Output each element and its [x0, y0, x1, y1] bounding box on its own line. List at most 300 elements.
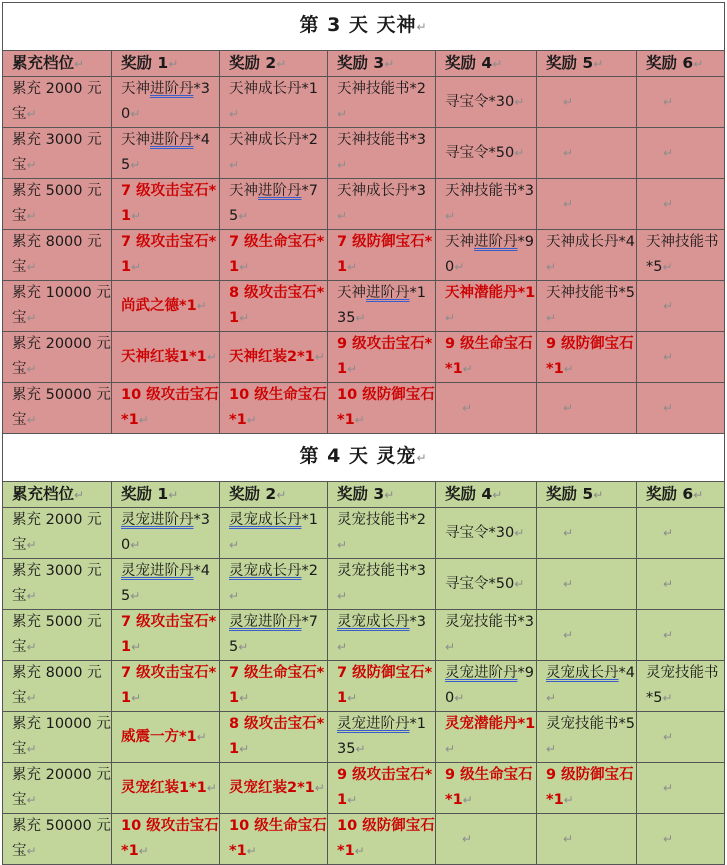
reward-cell[interactable]: [637, 281, 725, 332]
reward-cell[interactable]: [220, 712, 328, 763]
highlight-reward-text: 9 级防御宝石*1: [546, 336, 634, 377]
tier-cell[interactable]: [3, 814, 112, 865]
paragraph-mark-icon: ↵: [384, 57, 395, 71]
highlight-reward-text: 7 级防御宝石*1: [337, 234, 433, 275]
paragraph-mark-icon: ↵: [337, 107, 348, 121]
reward-cell[interactable]: [637, 763, 725, 814]
highlight-reward-text: 9 级防御宝石*1: [546, 767, 634, 808]
paragraph-mark-icon: ↵: [663, 145, 674, 160]
reward-cell[interactable]: [220, 332, 328, 383]
item-text: *75: [229, 183, 318, 224]
reward-cell[interactable]: [637, 230, 725, 281]
item-name-underlined: 灵宠成长丹: [229, 512, 302, 528]
item-text: 天神: [121, 132, 150, 148]
highlight-reward-text: 10 级防御宝石*1: [337, 387, 435, 428]
paragraph-mark-icon: ↵: [546, 691, 557, 705]
reward-cell[interactable]: [328, 610, 436, 661]
paragraph-mark-icon: ↵: [229, 538, 240, 552]
highlight-reward-text: 7 级生命宝石*1: [229, 665, 325, 706]
highlight-reward-text: 7 级攻击宝石*1: [121, 614, 217, 655]
reward-cell[interactable]: [637, 814, 725, 865]
reward-cell[interactable]: [637, 712, 725, 763]
cell-text: 累充 8000 元宝: [12, 665, 102, 706]
paragraph-mark-icon: ↵: [229, 158, 240, 172]
paragraph-mark-icon: ↵: [514, 94, 525, 109]
highlight-reward-text: 9 级生命宝石*1: [445, 336, 533, 377]
reward-cell[interactable]: [112, 610, 220, 661]
table-row: [3, 128, 725, 179]
paragraph-mark-icon: ↵: [26, 413, 37, 427]
paragraph-mark-icon: ↵: [130, 158, 141, 172]
reward-cell[interactable]: [220, 610, 328, 661]
highlight-reward-text: 天神红装1*1: [121, 348, 207, 365]
tier-cell[interactable]: [3, 559, 112, 610]
paragraph-mark-icon: ↵: [514, 525, 525, 540]
cell-text: 累充 5000 元宝: [12, 183, 102, 224]
paragraph-mark-icon: ↵: [663, 576, 674, 591]
paragraph-mark-icon: ↵: [454, 260, 465, 274]
reward-cell[interactable]: [436, 383, 537, 434]
paragraph-mark-icon: ↵: [131, 260, 142, 274]
paragraph-mark-icon: ↵: [337, 589, 348, 603]
header-cell-reward-1[interactable]: [112, 482, 220, 508]
paragraph-mark-icon: ↵: [337, 158, 348, 172]
paragraph-mark-icon: ↵: [74, 57, 85, 71]
reward-cell[interactable]: [436, 281, 537, 332]
highlight-reward-text: 10 级攻击宝石*1: [121, 818, 219, 859]
table-row: [3, 661, 725, 712]
reward-cell[interactable]: [637, 559, 725, 610]
reward-cell[interactable]: [112, 712, 220, 763]
cell-text: 寻宝令*30: [445, 93, 515, 110]
reward-cell[interactable]: [537, 230, 637, 281]
paragraph-mark-icon: ↵: [206, 349, 217, 364]
header-cell-reward-4[interactable]: [436, 482, 537, 508]
reward-cell[interactable]: [112, 508, 220, 559]
table-row: [3, 77, 725, 128]
cell-text: 累充 10000 元宝: [12, 716, 111, 757]
section-title-cell: [3, 434, 725, 482]
highlight-reward-text: 10 级生命宝石*1: [229, 387, 327, 428]
reward-cell[interactable]: [537, 332, 637, 383]
tier-cell[interactable]: [3, 383, 112, 434]
paragraph-mark-icon: ↵: [130, 538, 141, 552]
paragraph-mark-icon: ↵: [347, 362, 358, 376]
reward-cell[interactable]: [436, 610, 537, 661]
paragraph-mark-icon: ↵: [239, 691, 250, 705]
reward-cell[interactable]: [537, 77, 637, 128]
reward-cell[interactable]: [537, 383, 637, 434]
cell-text: 寻宝令*50: [445, 144, 515, 161]
item-text: *135: [337, 285, 426, 326]
reward-cell[interactable]: [112, 332, 220, 383]
highlight-reward-text: 威震一方*1: [121, 728, 197, 745]
cell-text: 寻宝令*50: [445, 575, 515, 592]
item-text: 天神: [121, 81, 150, 97]
reward-cell[interactable]: [537, 763, 637, 814]
header-label: 奖励 3: [337, 485, 385, 503]
document-page: [2, 2, 724, 865]
reward-cell[interactable]: [328, 179, 436, 230]
item-text: *75: [229, 614, 318, 655]
paragraph-mark-icon: ↵: [354, 413, 365, 427]
cell-text: 灵宠技能书*5: [646, 665, 719, 706]
header-label: 奖励 6: [646, 54, 694, 72]
header-cell-tier[interactable]: [3, 482, 112, 508]
highlight-reward-text: 天神红装2*1: [229, 348, 315, 365]
item-name-underlined: 灵宠进阶丹: [121, 512, 194, 528]
reward-cell[interactable]: [436, 661, 537, 712]
table-row: [3, 763, 725, 814]
cell-text: 累充 3000 元宝: [12, 132, 102, 173]
paragraph-mark-icon: ↵: [26, 311, 37, 325]
tier-cell[interactable]: [3, 179, 112, 230]
item-text: *30: [121, 512, 210, 553]
reward-cell[interactable]: [328, 128, 436, 179]
item-name-underlined: 进阶丹: [474, 234, 518, 250]
reward-cell[interactable]: [112, 230, 220, 281]
item-name-underlined: 进阶丹: [366, 285, 410, 301]
tier-cell[interactable]: [3, 281, 112, 332]
cell-text: 灵宠技能书*3: [337, 563, 426, 579]
item-text: *2: [301, 563, 318, 579]
paragraph-mark-icon: ↵: [26, 107, 37, 121]
item-name-underlined: 进阶丹: [258, 183, 302, 199]
cell-text: 累充 5000 元宝: [12, 614, 102, 655]
reward-cell[interactable]: [112, 814, 220, 865]
item-name-underlined: 灵宠进阶丹: [121, 563, 194, 579]
paragraph-mark-icon: ↵: [445, 742, 456, 756]
paragraph-mark-icon: ↵: [276, 488, 287, 502]
item-text: 天神: [229, 183, 258, 199]
reward-table-body: [3, 3, 725, 865]
paragraph-mark-icon: ↵: [384, 488, 395, 502]
reward-cell[interactable]: [537, 712, 637, 763]
reward-cell[interactable]: [220, 179, 328, 230]
header-label: 奖励 3: [337, 54, 385, 72]
reward-cell[interactable]: [112, 281, 220, 332]
reward-cell[interactable]: [220, 383, 328, 434]
paragraph-mark-icon: ↵: [514, 145, 525, 160]
reward-cell[interactable]: [637, 77, 725, 128]
cell-text: 天神成长丹*3: [337, 183, 426, 199]
paragraph-mark-icon: ↵: [462, 400, 473, 415]
paragraph-mark-icon: ↵: [196, 298, 207, 313]
cell-text: 累充 8000 元宝: [12, 234, 102, 275]
table-row: [3, 332, 725, 383]
paragraph-mark-icon: ↵: [347, 691, 358, 705]
table-row: [3, 814, 725, 865]
item-name-underlined: 灵宠进阶丹: [229, 614, 302, 630]
reward-table: [2, 2, 725, 865]
reward-cell[interactable]: [436, 814, 537, 865]
header-label: 奖励 4: [445, 485, 493, 503]
header-cell-tier[interactable]: [3, 51, 112, 77]
tier-cell[interactable]: [3, 712, 112, 763]
tier-cell[interactable]: [3, 661, 112, 712]
header-cell-reward-3[interactable]: [328, 51, 436, 77]
paragraph-mark-icon: ↵: [238, 640, 249, 654]
paragraph-mark-icon: ↵: [239, 311, 250, 325]
paragraph-mark-icon: ↵: [563, 525, 574, 540]
reward-cell[interactable]: [328, 661, 436, 712]
item-name-underlined: 灵宠成长丹: [229, 563, 302, 579]
paragraph-mark-icon: ↵: [196, 729, 207, 744]
reward-cell[interactable]: [328, 77, 436, 128]
reward-cell[interactable]: [220, 230, 328, 281]
paragraph-mark-icon: ↵: [492, 57, 503, 71]
paragraph-mark-icon: ↵: [74, 488, 85, 502]
cell-text: 天神技能书*3: [337, 132, 426, 148]
paragraph-mark-icon: ↵: [563, 145, 574, 160]
highlight-reward-text: 尚武之德*1: [121, 297, 197, 314]
highlight-reward-text: 7 级攻击宝石*1: [121, 665, 217, 706]
highlight-reward-text: 灵宠红装2*1: [229, 779, 315, 796]
reward-cell[interactable]: [436, 508, 537, 559]
paragraph-mark-icon: ↵: [514, 576, 525, 591]
item-text: *4: [618, 665, 635, 681]
paragraph-mark-icon: ↵: [26, 691, 37, 705]
header-label: 累充档位: [12, 54, 75, 72]
paragraph-mark-icon: ↵: [693, 57, 704, 71]
paragraph-mark-icon: ↵: [462, 362, 473, 376]
reward-cell[interactable]: [220, 661, 328, 712]
highlight-reward-text: 天神潜能丹*1: [445, 285, 536, 301]
table-row: [3, 559, 725, 610]
header-cell-reward-3[interactable]: [328, 482, 436, 508]
reward-cell[interactable]: [637, 179, 725, 230]
paragraph-mark-icon: ↵: [168, 57, 179, 71]
paragraph-mark-icon: ↵: [663, 525, 674, 540]
paragraph-mark-icon: ↵: [563, 831, 574, 846]
paragraph-mark-icon: ↵: [462, 831, 473, 846]
reward-cell[interactable]: [537, 508, 637, 559]
paragraph-mark-icon: ↵: [26, 209, 37, 223]
paragraph-mark-icon: ↵: [663, 298, 674, 313]
item-text: *45: [121, 563, 210, 604]
reward-cell[interactable]: [328, 814, 436, 865]
item-text: *3: [409, 614, 426, 630]
paragraph-mark-icon: ↵: [355, 742, 366, 756]
reward-cell[interactable]: [328, 332, 436, 383]
reward-cell[interactable]: [112, 559, 220, 610]
paragraph-mark-icon: ↵: [314, 349, 325, 364]
tier-cell[interactable]: [3, 332, 112, 383]
section-title[interactable]: 第 4 天 灵宠: [299, 445, 417, 467]
header-label: 奖励 1: [121, 54, 169, 72]
cell-text: 累充 2000 元宝: [12, 81, 102, 122]
item-name-underlined: 灵宠成长丹: [337, 614, 410, 630]
paragraph-mark-icon: ↵: [206, 780, 217, 795]
reward-cell[interactable]: [112, 763, 220, 814]
highlight-reward-text: 8 级攻击宝石*1: [229, 716, 325, 757]
highlight-reward-text: 7 级生命宝石*1: [229, 234, 325, 275]
highlight-reward-text: 7 级防御宝石*1: [337, 665, 433, 706]
paragraph-mark-icon: ↵: [492, 488, 503, 502]
reward-cell[interactable]: [537, 128, 637, 179]
reward-cell[interactable]: [328, 763, 436, 814]
highlight-reward-text: 7 级攻击宝石*1: [121, 183, 217, 224]
highlight-reward-text: 10 级攻击宝石*1: [121, 387, 219, 428]
header-cell-reward-2[interactable]: [220, 482, 328, 508]
reward-cell[interactable]: [537, 814, 637, 865]
paragraph-mark-icon: ↵: [131, 691, 142, 705]
cell-text: 灵宠技能书*2: [337, 512, 426, 528]
cell-text: 寻宝令*30: [445, 524, 515, 541]
reward-cell[interactable]: [436, 763, 537, 814]
reward-cell[interactable]: [637, 383, 725, 434]
reward-cell[interactable]: [328, 383, 436, 434]
paragraph-mark-icon: ↵: [454, 691, 465, 705]
highlight-reward-text: 8 级攻击宝石*1: [229, 285, 325, 326]
paragraph-mark-icon: ↵: [663, 780, 674, 795]
reward-cell[interactable]: [537, 179, 637, 230]
item-text: *45: [121, 132, 210, 173]
header-label: 奖励 2: [229, 54, 277, 72]
header-cell-reward-6[interactable]: [637, 51, 725, 77]
section-title[interactable]: 第 3 天 天神: [299, 14, 417, 36]
reward-cell[interactable]: [436, 179, 537, 230]
tier-cell[interactable]: [3, 128, 112, 179]
reward-cell[interactable]: [220, 508, 328, 559]
cell-text: 灵宠技能书*3: [445, 614, 534, 630]
paragraph-mark-icon: ↵: [663, 94, 674, 109]
reward-cell[interactable]: [112, 77, 220, 128]
reward-cell[interactable]: [220, 559, 328, 610]
paragraph-mark-icon: ↵: [662, 260, 673, 274]
cell-text: 累充 50000 元宝: [12, 818, 111, 859]
tier-cell[interactable]: [3, 763, 112, 814]
reward-cell[interactable]: [112, 661, 220, 712]
reward-cell[interactable]: [220, 128, 328, 179]
reward-cell[interactable]: [328, 712, 436, 763]
reward-cell[interactable]: [436, 128, 537, 179]
reward-cell[interactable]: [537, 661, 637, 712]
item-name-underlined: 灵宠进阶丹: [445, 665, 518, 681]
header-cell-reward-5[interactable]: [537, 482, 637, 508]
paragraph-mark-icon: ↵: [26, 538, 37, 552]
paragraph-mark-icon: ↵: [563, 793, 574, 807]
header-cell-reward-5[interactable]: [537, 51, 637, 77]
cell-text: 累充 20000 元宝: [12, 336, 111, 377]
paragraph-mark-icon: ↵: [130, 107, 141, 121]
header-cell-reward-2[interactable]: [220, 51, 328, 77]
item-text: 天神: [445, 234, 474, 250]
reward-cell[interactable]: [328, 508, 436, 559]
reward-cell[interactable]: [328, 230, 436, 281]
reward-cell[interactable]: [220, 281, 328, 332]
tier-cell[interactable]: [3, 77, 112, 128]
item-name-underlined: 进阶丹: [150, 81, 194, 97]
paragraph-mark-icon: ↵: [563, 627, 574, 642]
item-name-underlined: 进阶丹: [150, 132, 194, 148]
reward-cell[interactable]: [436, 559, 537, 610]
highlight-reward-text: 7 级攻击宝石*1: [121, 234, 217, 275]
reward-cell[interactable]: [537, 610, 637, 661]
highlight-reward-text: 灵宠潜能丹*1: [445, 716, 536, 732]
reward-cell[interactable]: [537, 559, 637, 610]
paragraph-mark-icon: ↵: [229, 589, 240, 603]
header-row: [3, 482, 725, 508]
paragraph-mark-icon: ↵: [347, 793, 358, 807]
paragraph-mark-icon: ↵: [314, 780, 325, 795]
tier-cell[interactable]: [3, 508, 112, 559]
header-cell-reward-4[interactable]: [436, 51, 537, 77]
tier-cell[interactable]: [3, 610, 112, 661]
paragraph-mark-icon: ↵: [563, 362, 574, 376]
paragraph-mark-icon: ↵: [663, 831, 674, 846]
highlight-reward-text: 9 级攻击宝石*1: [337, 336, 433, 377]
paragraph-mark-icon: ↵: [445, 640, 456, 654]
cell-text: 累充 3000 元宝: [12, 563, 102, 604]
reward-cell[interactable]: [112, 179, 220, 230]
reward-cell[interactable]: [637, 332, 725, 383]
reward-cell[interactable]: [220, 77, 328, 128]
table-row: [3, 179, 725, 230]
paragraph-mark-icon: ↵: [337, 209, 348, 223]
cell-text: 灵宠技能书*5: [546, 716, 635, 732]
paragraph-mark-icon: ↵: [337, 640, 348, 654]
paragraph-mark-icon: ↵: [246, 844, 257, 858]
section-title-cell: [3, 3, 725, 51]
reward-cell[interactable]: [637, 128, 725, 179]
reward-cell[interactable]: [112, 128, 220, 179]
paragraph-mark-icon: ↵: [445, 311, 456, 325]
paragraph-mark-icon: ↵: [593, 488, 604, 502]
highlight-reward-text: 10 级生命宝石*1: [229, 818, 327, 859]
paragraph-mark-icon: ↵: [246, 413, 257, 427]
highlight-reward-text: 10 级防御宝石*1: [337, 818, 435, 859]
reward-cell[interactable]: [637, 661, 725, 712]
table-row: [3, 230, 725, 281]
cell-text: 天神成长丹*1: [229, 81, 318, 97]
reward-cell[interactable]: [436, 332, 537, 383]
header-cell-reward-1[interactable]: [112, 51, 220, 77]
paragraph-mark-icon: ↵: [239, 260, 250, 274]
section-title-row: [3, 3, 725, 51]
reward-cell[interactable]: [328, 559, 436, 610]
reward-cell[interactable]: [220, 814, 328, 865]
paragraph-mark-icon: ↵: [26, 260, 37, 274]
reward-cell[interactable]: [328, 281, 436, 332]
header-cell-reward-6[interactable]: [637, 482, 725, 508]
reward-cell[interactable]: [637, 610, 725, 661]
reward-cell[interactable]: [112, 383, 220, 434]
header-label: 奖励 1: [121, 485, 169, 503]
header-label: 奖励 2: [229, 485, 277, 503]
tier-cell[interactable]: [3, 230, 112, 281]
reward-cell[interactable]: [537, 281, 637, 332]
reward-cell[interactable]: [436, 230, 537, 281]
paragraph-mark-icon: ↵: [26, 362, 37, 376]
reward-cell[interactable]: [436, 712, 537, 763]
paragraph-mark-icon: ↵: [416, 451, 428, 465]
cell-text: 累充 10000 元宝: [12, 285, 111, 326]
paragraph-mark-icon: ↵: [138, 413, 149, 427]
paragraph-mark-icon: ↵: [238, 209, 249, 223]
table-row: [3, 508, 725, 559]
paragraph-mark-icon: ↵: [131, 640, 142, 654]
cell-text: 累充 2000 元宝: [12, 512, 102, 553]
paragraph-mark-icon: ↵: [462, 793, 473, 807]
paragraph-mark-icon: ↵: [26, 742, 37, 756]
reward-cell[interactable]: [436, 77, 537, 128]
reward-cell[interactable]: [637, 508, 725, 559]
reward-cell[interactable]: [220, 763, 328, 814]
item-text: 天神: [337, 285, 366, 301]
paragraph-mark-icon: ↵: [276, 57, 287, 71]
item-text: *30: [121, 81, 210, 122]
